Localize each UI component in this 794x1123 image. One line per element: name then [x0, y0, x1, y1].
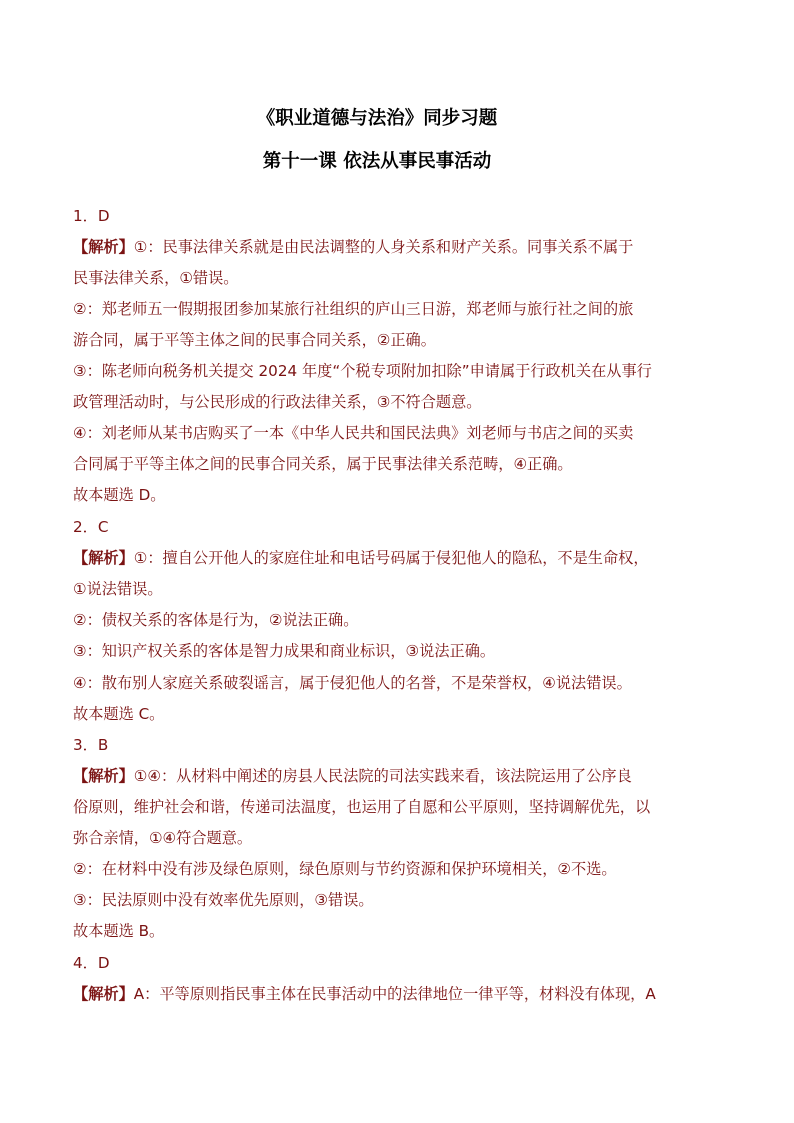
- q3-conclusion: 故本题选 B。: [73, 922, 165, 940]
- q3-line-5: ③：民法原则中没有效率优先原则，③错误。: [73, 891, 374, 909]
- q2-answer: 2．C: [73, 518, 109, 536]
- q4-analysis-tag: 【解析】: [73, 985, 134, 1003]
- q1-analysis-tag: 【解析】: [73, 238, 134, 256]
- q2-line-5: ④：散布别人家庭关系破裂谣言，属于侵犯他人的名誉，不是荣誉权，④说法错误。: [73, 674, 632, 692]
- q1-text-1: ①：民事法律关系就是由民法调整的人身关系和财产关系。同事关系不属于: [133, 238, 634, 256]
- q1-line-4: 游合同，属于平等主体之间的民事合同关系，②正确。: [73, 331, 436, 349]
- q2-line-2: ①说法错误。: [73, 580, 163, 598]
- q3-analysis-tag: 【解析】: [73, 767, 134, 785]
- q2-line-1: [73, 548, 649, 568]
- q1-answer: 1．D: [73, 207, 110, 225]
- q3-line-1: [73, 766, 632, 786]
- q1-line-8: 合同属于平等主体之间的民事合同关系，属于民事法律关系范畴，④正确。: [73, 455, 573, 473]
- q3-line-4: ②：在材料中没有涉及绿色原则，绿色原则与节约资源和保护环境相关，②不选。: [73, 860, 617, 878]
- q1-line-6: 政管理活动时，与公民形成的行政法律关系，③不符合题意。: [73, 393, 482, 411]
- q4-line-1: [73, 984, 656, 1004]
- q2-conclusion: 故本题选 C。: [73, 705, 165, 723]
- q2-line-4: ③：知识产权关系的客体是智力成果和商业标识，③说法正确。: [73, 642, 496, 660]
- q2-line-3: ②：债权关系的客体是行为，②说法正确。: [73, 611, 359, 629]
- q3-text-1: ①④：从材料中阐述的房县人民法院的司法实践来看，该法院运用了公序良: [133, 767, 632, 785]
- q3-line-3: 弥合亲情，①④符合题意。: [73, 829, 253, 847]
- q2-analysis-tag: 【解析】: [73, 549, 134, 567]
- q3-line-2: 俗原则，维护社会和谐，传递司法温度，也运用了自愿和公平原则，坚持调解优先，以: [73, 798, 651, 816]
- q3-answer: 3．B: [73, 736, 109, 754]
- q2-text-1: ①：擅自公开他人的家庭住址和电话号码属于侵犯他人的隐私，不是生命权，: [133, 549, 649, 567]
- q1-line-7: ④：刘老师从某书店购买了一本《中华人民共和国民法典》刘老师与书店之间的买卖: [73, 424, 634, 442]
- q1-conclusion: 故本题选 D。: [73, 486, 166, 504]
- q1-line-3: ②：郑老师五一假期报团参加某旅行社组织的庐山三日游，郑老师与旅行社之间的旅: [73, 300, 634, 318]
- q1-line-2: 民事法律关系，①错误。: [73, 269, 239, 287]
- q4-answer: 4．D: [73, 954, 110, 972]
- doc-title: 《职业道德与法治》同步习题: [256, 108, 498, 129]
- q4-text-1: A：平等原则指民事主体在民事活动中的法律地位一律平等，材料没有体现，A: [133, 985, 656, 1003]
- q1-line-1: [73, 237, 633, 257]
- doc-subtitle: 第十一课 依法从事民事活动: [262, 151, 492, 172]
- q1-line-5: ③：陈老师向税务机关提交 2024 年度“个税专项附加扣除”申请属于行政机关在从事行: [73, 362, 652, 380]
